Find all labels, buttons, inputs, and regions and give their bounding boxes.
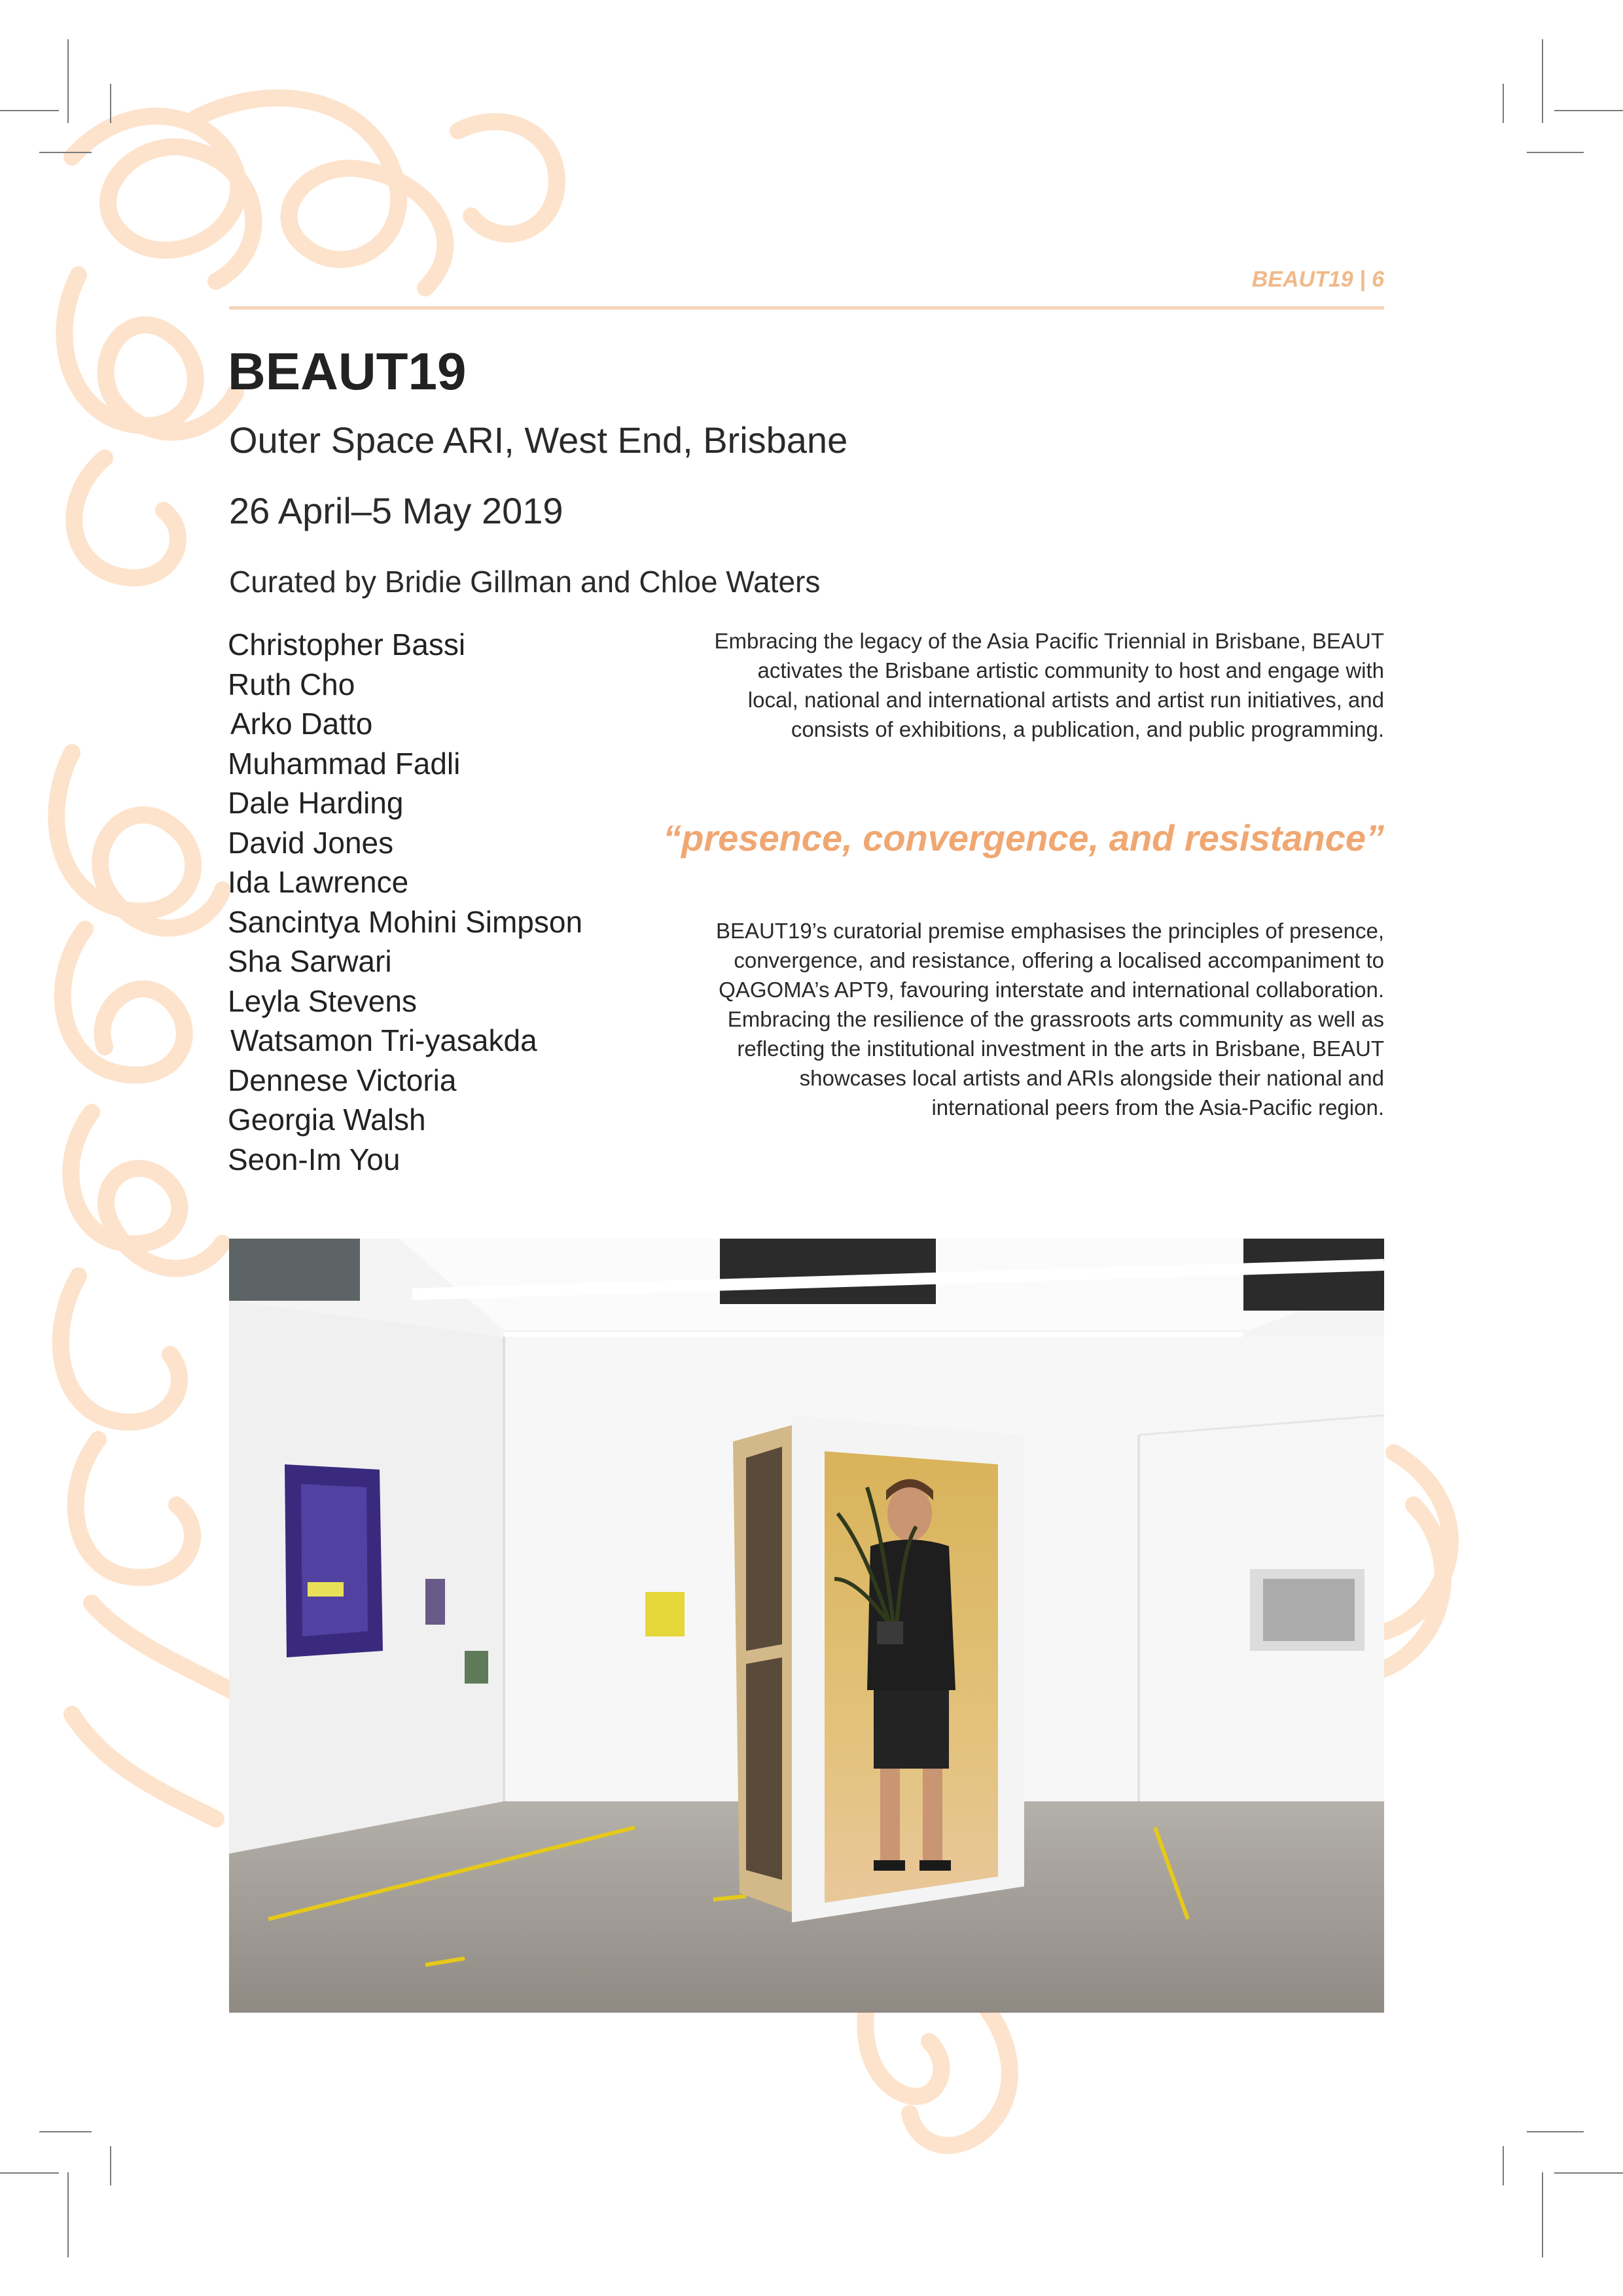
crop-mark bbox=[39, 152, 92, 153]
crop-mark bbox=[39, 2131, 92, 2132]
artist-name: Sancintya Mohini Simpson bbox=[228, 904, 583, 939]
crop-mark bbox=[1527, 2131, 1584, 2132]
artist-name: Seon-Im You bbox=[228, 1142, 401, 1176]
crop-mark bbox=[110, 84, 111, 123]
crop-mark bbox=[67, 39, 69, 123]
artist-name: Arko Datto bbox=[230, 707, 373, 741]
page-title: BEAUT19 bbox=[228, 342, 467, 400]
crop-mark bbox=[1503, 2146, 1504, 2185]
crop-mark bbox=[1554, 110, 1623, 111]
artist-name: David Jones bbox=[228, 825, 394, 860]
crop-mark bbox=[1542, 39, 1543, 123]
artist-name: Georgia Walsh bbox=[228, 1103, 426, 1137]
header-rule bbox=[229, 306, 1384, 309]
curatorial-premise-paragraph: BEAUT19’s curatorial premise emphasises the principles of presence, convergence, and resistance, offering a localised accompaniment to QAGOMA’s APT9, favouring interstate and international collaboration. Embracing the resilience of the grassroots arts community as well as reflecting the institutional investment in the arts in Brisbane, BEAUT showcases local artists and ARIs alongside their national and international peers from the Asia-Pacific region. bbox=[715, 919, 1384, 1120]
artist-name: Dennese Victoria bbox=[228, 1063, 457, 1097]
curators-credit: Curated by Bridie Gillman and Chloe Waters bbox=[229, 565, 821, 599]
exhibition-venue: Outer Space ARI, West End, Brisbane bbox=[229, 419, 848, 461]
gallery-installation-photo bbox=[229, 1239, 1384, 2013]
crop-mark bbox=[1554, 2172, 1623, 2174]
artist-name: Christopher Bassi bbox=[228, 627, 466, 662]
artist-list bbox=[228, 625, 582, 1179]
crop-mark bbox=[110, 2146, 111, 2185]
running-head-page-number: BEAUT19 | 6 bbox=[1251, 267, 1384, 292]
crop-mark bbox=[0, 2172, 59, 2174]
crop-mark bbox=[67, 2172, 69, 2257]
crop-mark bbox=[1527, 152, 1584, 153]
crop-mark bbox=[1503, 84, 1504, 123]
crop-mark bbox=[0, 110, 59, 111]
artist-name: Dale Harding bbox=[228, 786, 404, 820]
artist-name: Watsamon Tri-yasakda bbox=[230, 1023, 537, 1057]
artist-name: Ruth Cho bbox=[228, 667, 355, 701]
pull-quote: “presence, convergence, and resistance” bbox=[663, 817, 1384, 858]
crop-mark bbox=[1542, 2172, 1543, 2257]
artist-name: Muhammad Fadli bbox=[228, 746, 461, 781]
exhibition-dates: 26 April–5 May 2019 bbox=[229, 490, 563, 531]
artist-name: Leyla Stevens bbox=[228, 983, 417, 1018]
artist-name: Ida Lawrence bbox=[228, 865, 409, 899]
artist-name: Sha Sarwari bbox=[228, 944, 392, 978]
intro-paragraph: Embracing the legacy of the Asia Pacific Triennial in Brisbane, BEAUT activates the Brisbane artistic community to host and engage with local, national and international artists and artist run initiatives, and consists of exhibitions, a publication, and public programming. bbox=[714, 629, 1384, 741]
